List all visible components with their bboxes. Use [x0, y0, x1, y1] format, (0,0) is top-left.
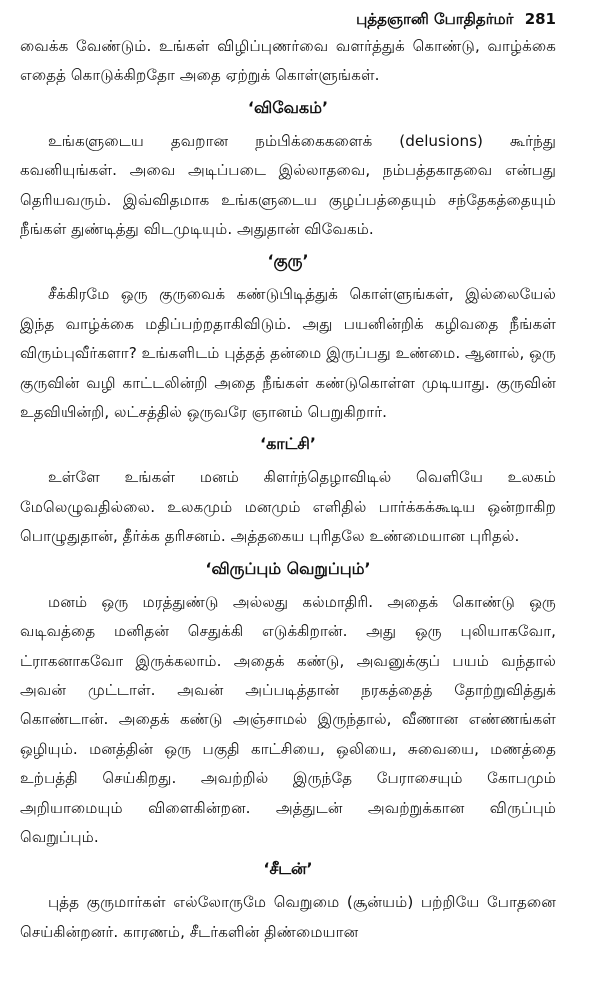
page-number: 281 — [524, 10, 556, 28]
section-heading-seedan: ‘சீடன்’ — [263, 859, 313, 879]
section-paragraph-viruppum-veruppum: மனம் ஒரு மரத்துண்டு அல்லது கல்மாதிரி. அதைக் கொண்டு ஒரு வடிவத்தை மனிதன் செதுக்கி எடுக்கிறான். அது ஒரு புலியாகவோ, ட்ராகனாகவோ இருக்கலாம். அதைக் கண்டு, அவனுக்குப் பயம் வந்தால் அவன் முட்டாள். அவன் அப்படித்தான் நரகத்தைத் தோற்றுவித்துக் கொண்டான். அதைக் கண்டு அஞ்சாமல் இருந்தால், வீணான எண்ணங்கள் ஒழியும். மனத்தின் ஒரு பகுதி காட்சியை, ஒலியை, சுவையை, மணத்தை உற்பத்தி செய்கிறது. அவற்றில் இருந்தே பேராசையும் கோபமும் அறியாமையும் விளைகின்றன. அத்துடன் அவற்றுக்கான விருப்பும் வெறுப்பும். — [20, 592, 556, 846]
section-paragraph-vivekam: உங்களுடைய தவறான நம்பிக்கைகளைக் (delusions) கூர்ந்து கவனியுங்கள். அவை அடிப்படை இல்லாதவை, நம்பத்தகாதவை என்பது தெரியவரும். இவ்விதமாக உங்களுடைய குழப்பத்தையும் சந்தேகத்தையும் நீங்கள் துண்டித்து விடமுடியும். அதுதான் விவேகம். — [20, 131, 556, 239]
book-title: புத்தஞானி போதிதர்மர் — [356, 10, 514, 28]
section-paragraph-guru: சீக்கிரமே ஒரு குருவைக் கண்டுபிடித்துக் கொள்ளுங்கள், இல்லையேல் இந்த வாழ்க்கை மதிப்பற்றதாகிவிடும். அது பயனின்றிக் கழிவதை நீங்கள் விரும்புவீர்களா? உங்களிடம் புத்தத் தன்மை இருப்பது உண்மை. ஆனால், ஒரு குருவின் வழி காட்டலின்றி அதை நீங்கள் கண்டுகொள்ள முடியாது. குருவின் உதவியின்றி, லட்சத்தில் ஒருவரே ஞானம் பெறுகிறார். — [20, 285, 556, 422]
section-heading-kaatchi: ‘காட்சி’ — [259, 434, 316, 454]
section-heading-guru: ‘குரு’ — [267, 251, 309, 271]
intro-paragraph: வைக்க வேண்டும். உங்கள் விழிப்புணர்வை வளர்த்துக் கொண்டு, வாழ்க்கை எதைத் கொடுக்கிறதோ அதை ஏற்றுக் கொள்ளுங்கள். — [20, 37, 556, 85]
running-header — [20, 8, 556, 30]
section-heading-vivekam: ‘விவேகம்’ — [247, 97, 329, 117]
section-paragraph-kaatchi: உள்ளே உங்கள் மனம் கிளர்ந்தெழாவிடில் வெளியே உலகம் மேலெழுவதில்லை. உலகமும் மனமும் எளிதில் பார்க்கக்கூடிய ஒன்றாகிற பொழுதுதான், தீர்க்க தரிசனம். அத்தகைய புரிதலே உண்மையான புரிதல். — [20, 468, 556, 546]
section-paragraph-seedan: புத்த குருமார்கள் எல்லோருமே வெறுமை (சூன்யம்) பற்றியே போதனை செய்கின்றனர். காரணம், சீடர்களின் திண்மையான — [20, 893, 556, 941]
section-heading-viruppum-veruppum: ‘விருப்பும் வெறுப்பும்’ — [205, 558, 371, 578]
